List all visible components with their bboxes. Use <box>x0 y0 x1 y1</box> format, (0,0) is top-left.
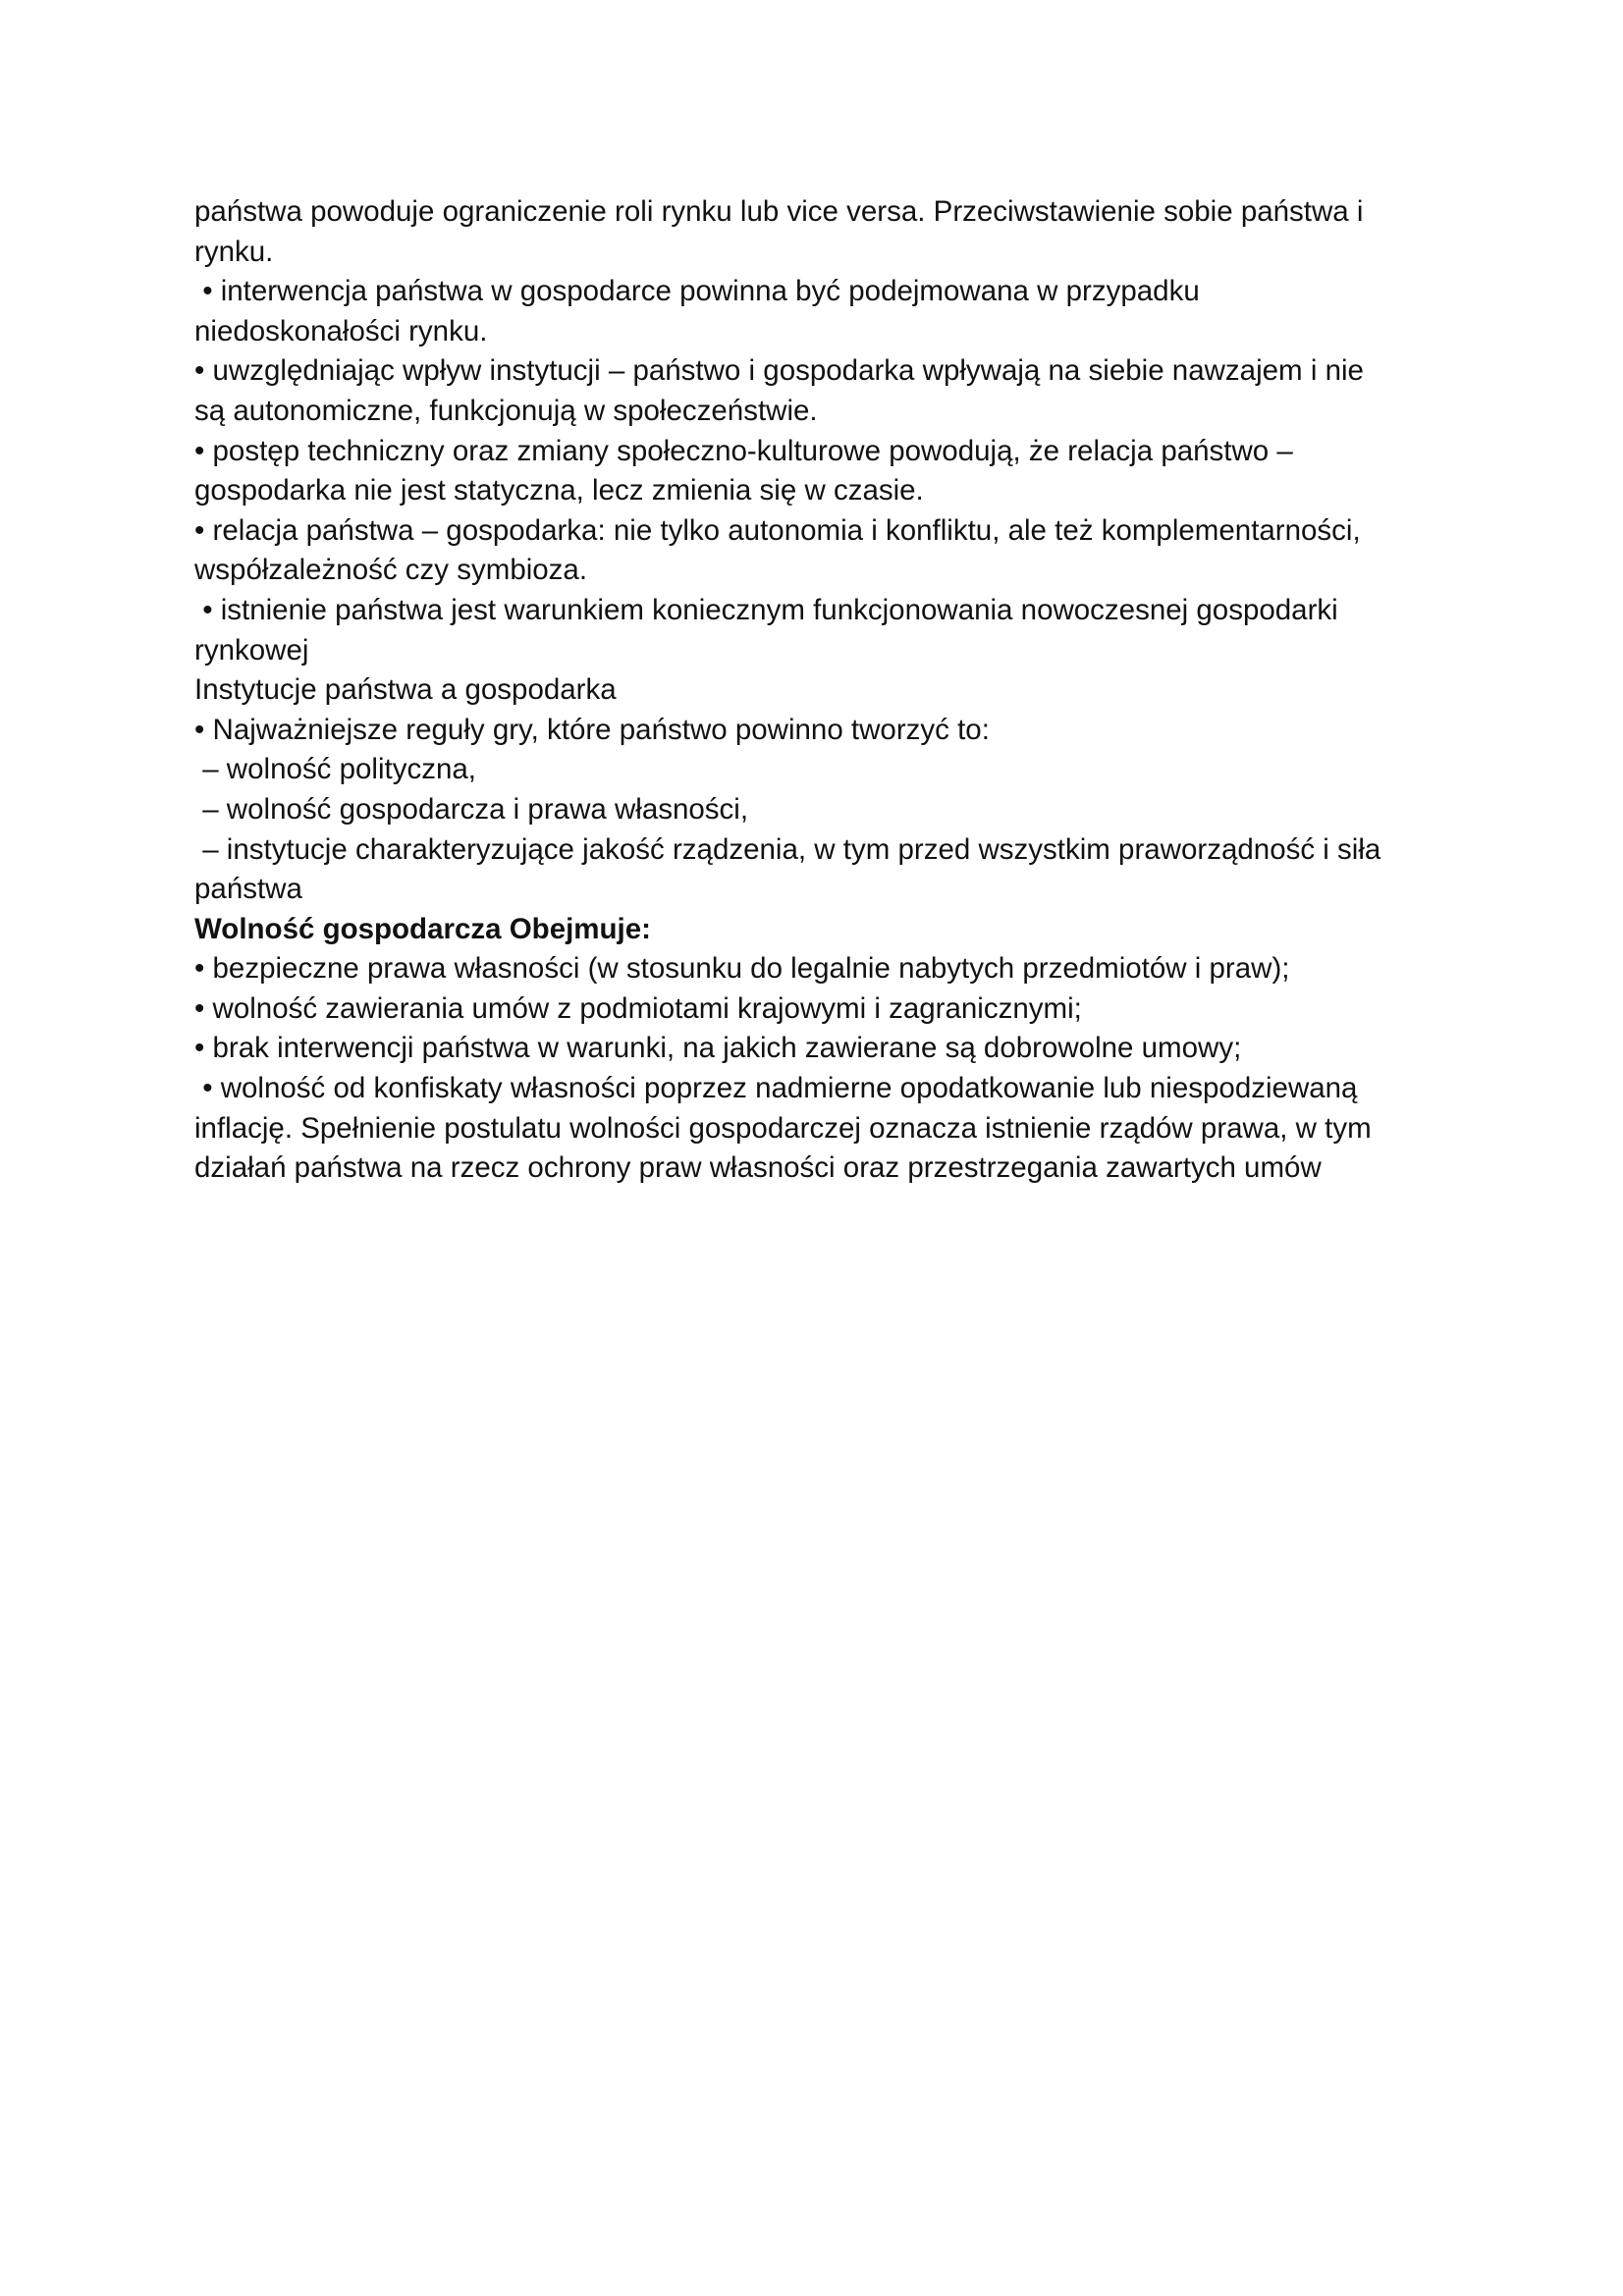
bold-heading: Wolność gospodarcza Obejmuje: <box>194 912 651 945</box>
list-item: • istnienie państwa jest warunkiem koniecznym funkcjonowania nowoczesnej gospodarki <box>194 593 1338 626</box>
sub-list-item: – instytucje charakteryzujące jakość rządzenia, w tym przed wszystkim praworządność i siła <box>194 832 1381 866</box>
text-line: gospodarka nie jest statyczna, lecz zmienia się w czasie. <box>194 474 924 507</box>
text-line: państwa <box>194 873 302 906</box>
list-item: • wolność od konfiskaty własności poprzez nadmierne opodatkowanie lub niespodziewaną <box>194 1072 1358 1105</box>
sub-list-item: – wolność gospodarcza i prawa własności, <box>194 792 749 826</box>
list-item: • brak interwencji państwa w warunki, na jakich zawierane są dobrowolne umowy; <box>194 1032 1242 1065</box>
text-line: współzależność czy symbioza. <box>194 554 588 587</box>
text-line: państwa powoduje ograniczenie roli rynku lub vice versa. Przeciwstawienie sobie państwa i <box>194 195 1364 228</box>
text-line: działań państwa na rzecz ochrony praw własności oraz przestrzegania zawartych umów <box>194 1151 1322 1185</box>
list-item: • Najważniejsze reguły gry, które państwo powinno tworzyć to: <box>194 713 990 746</box>
list-item: • relacja państwa – gospodarka: nie tylko autonomia i konfliktu, ale też komplementarności, <box>194 513 1361 547</box>
text-line: rynku. <box>194 235 274 268</box>
section-heading: Instytucje państwa a gospodarka <box>194 673 617 707</box>
list-item: • bezpieczne prawa własności (w stosunku do legalnie nabytych przedmiotów i praw); <box>194 952 1290 986</box>
document-body <box>194 192 1461 1189</box>
list-item: • interwencja państwa w gospodarce powinna być podejmowana w przypadku <box>194 275 1200 308</box>
list-item: • wolność zawierania umów z podmiotami krajowymi i zagranicznymi; <box>194 991 1082 1025</box>
sub-list-item: – wolność polityczna, <box>194 753 476 786</box>
list-item: • uwzględniając wpływ instytucji – państwo i gospodarka wpływają na siebie nawzajem i nie <box>194 354 1364 388</box>
text-line: są autonomiczne, funkcjonują w społeczeństwie. <box>194 394 818 427</box>
text-line: rynkowej <box>194 633 309 667</box>
text-line: niedoskonałości rynku. <box>194 314 488 347</box>
text-line: inflację. Spełnienie postulatu wolności gospodarczej oznacza istnienie rządów prawa, w tym <box>194 1111 1372 1145</box>
list-item: • postęp techniczny oraz zmiany społeczno-kulturowe powodują, że relacja państwo – <box>194 434 1293 467</box>
